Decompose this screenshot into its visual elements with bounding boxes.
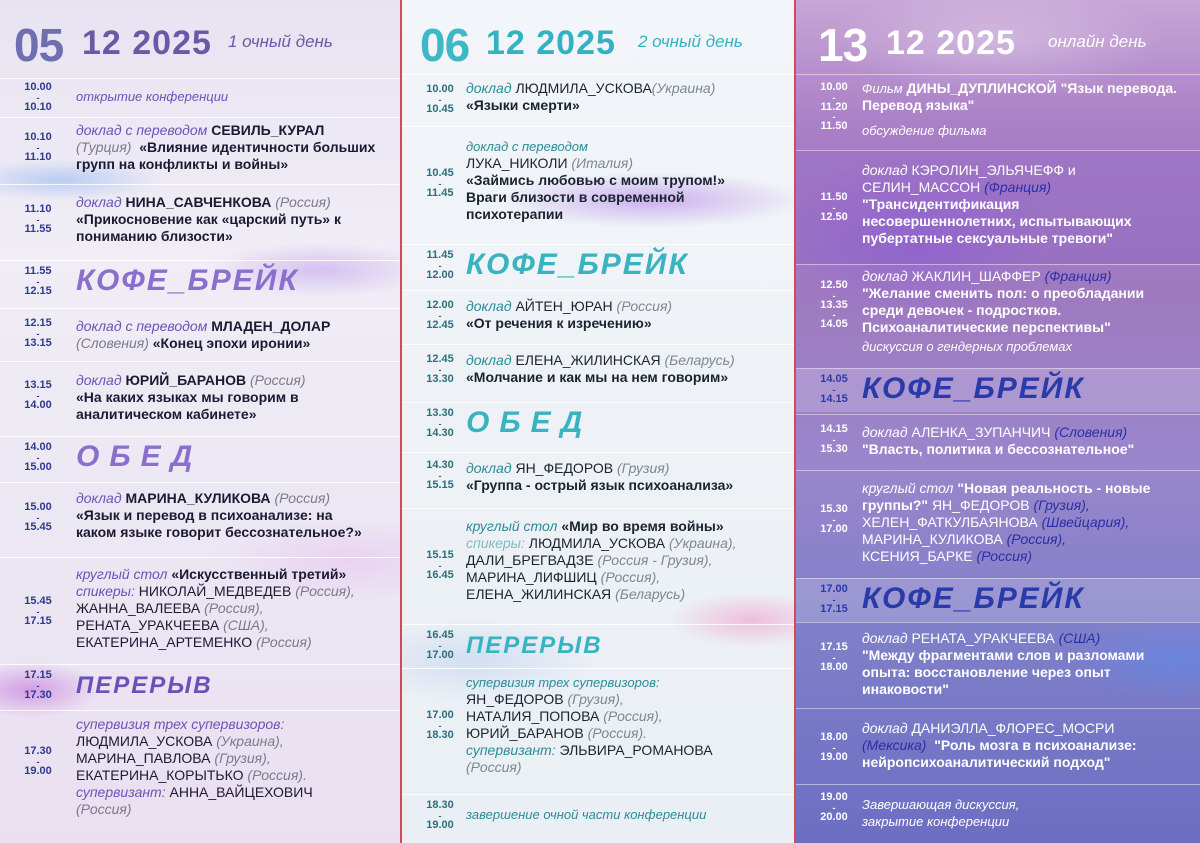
day1-column: 05 12 2025 1 очный день 10.00 - 10.10 открытие конференции 10.10 - 11.10 доклад с переводом СЕВИЛЬ_КУРАЛ (Турция) «Влияние идентичности больших групп на конфликты и войны» 11.10 - 11.55 доклад НИНА_САВЧЕНКОВА (Россия) «Прикосновение как «царский путь» к пониманию близости» 11.55 - 12.15 КОФЕ_БРЕЙК 12.15 - 13.15 доклад с переводом МЛАДЕН_ДОЛАР (Словения) «Конец эпохи иронии» 13.15 - 14.00 доклад ЮРИЙ_БАРАНОВ (Россия) «На каких языках мы говорим в аналитическом кабинете» 14.00 - 15.00 ОБЕД 15.00 - 15.45 доклад МАРИНА_КУЛИКОВА (Россия) «Язык и перевод в психоанализе: на каком языке говорит бессознательное?» 15.45 - 17.15 круглый стол «Искусственный третий» спикеры: НИКОЛАЙ_МЕДВЕДЕВ (Россия), ЖАННА_ВАЛЕЕВА (Россия), РЕНАТА_УРАКЧЕЕВА (США), ЕКАТЕРИНА_АРТЕМЕНКО (Россия) 17.15 - 17.30 ПЕРЕРЫВ 17.30 - 19.00 супервизия трех супервизоров: ЛЮДМИЛА_УСКОВА (Украина), МАРИНА_ПАВЛОВА (Грузия), ЕКАТЕРИНА_КОРЫТЬКО (Россия). супервизант: АННА_ВАЙЦЕХОВИЧ (Россия)	[0, 0, 400, 843]
day1-label: 1 очный день	[228, 32, 333, 51]
day2-column: 06 12 2025 2 очный день 10.00 - 10.45 доклад ЛЮДМИЛА_УСКОВА(Украина) «Языки смерти» 10.45 - 11.45 доклад с переводом ЛУКА_НИКОЛИ (Италия) «Займись любовью с моим трупом!» Враги близости в современной психотерапии 11.45 - 12.00 КОФЕ_БРЕЙК 12.00 - 12.45 доклад АЙТЕН_ЮРАН (Россия) «От речения к изречению» 12.45 - 13.30 доклад ЕЛЕНА_ЖИЛИНСКАЯ (Беларусь) «Молчание и как мы на нем говорим» 13.30 - 14.30 ОБЕД 14.30 - 15.15 доклад ЯН_ФЕДОРОВ (Грузия) «Группа - острый язык психоанализа» 15.15 - 16.45 круглый стол «Мир во время войны» спикеры: ЛЮДМИЛА_УСКОВА (Украина), ДАЛИ_БРЕГВАДЗЕ (Россия - Грузия), МАРИНА_ЛИФШИЦ (Россия), ЕЛЕНА_ЖИЛИНСКАЯ (Беларусь) 16.45 - 17.00 ПЕРЕРЫВ 17.00 - 18.30 супервизия трех супервизоров: ЯН_ФЕДОРОВ (Грузия), НАТАЛИЯ_ПОПОВА (Россия), ЮРИЙ_БАРАНОВ (Россия). супервизант: ЭЛЬВИРА_РОМАНОВА (Россия) 18.30 - 19.00 завершение очной части конференции	[400, 0, 796, 843]
day2-header	[402, 14, 794, 71]
day2-date-rest: 12 2025	[486, 24, 616, 62]
day3-column: 13 12 2025 онлайн день 10.00 - 11.20 - 11.50 Фильм ДИНЫ_ДУПЛИНСКОЙ "Язык перевода. Перевод языка" обсуждение фильма 11.50 - 12.50 доклад КЭРОЛИН_ЭЛЬЯЧЕФФ и СЕЛИН_МАССОН (Франция) "Трансидентификация несовершеннолетних, испытывающих пубертатные сексуальные тревоги" 12.50 - 13.35 - 14.05 доклад ЖАКЛИН_ШАФФЕР (Франция) "Желание сменить пол: о преобладании среди девочек - подростков. Психоаналитические перспективы" дискуссия о гендерных проблемах 14.05 - 14.15 КОФЕ_БРЕЙК 14.15 - 15.30 доклад АЛЕНКА_ЗУПАНЧИЧ (Словения) "Власть, политика и бессознательное" 15.30 - 17.00 круглый стол "Новая реальность - новые группы?" ЯН_ФЕДОРОВ (Грузия), ХЕЛЕН_ФАТКУЛБАЯНОВА (Швейцария), МАРИНА_КУЛИКОВА (Россия), КСЕНИЯ_БАРКЕ (Россия) 17.00 - 17.15 КОФЕ_БРЕЙК 17.15 - 18.00 доклад РЕНАТА_УРАКЧЕЕВА (США) "Между фрагментами слов и разломами опыта: восстановление через опыт инаковости" 18.00 - 19.00 доклад ДАНИЭЛЛА_ФЛОРЕС_МОСРИ (Мексика) "Роль мозга в психоанализе: нейропсихоаналитический подход" 19.00 - 20.00 Завершающая дискуссия, закрытие конференции	[796, 0, 1200, 843]
day3-date-rest: 12 2025	[886, 24, 1016, 62]
day1-header	[0, 14, 400, 71]
day2-label: 2 очный день	[638, 32, 743, 51]
day3-header	[796, 14, 1200, 71]
day1-date-rest: 12 2025	[82, 24, 212, 62]
day1-date-day: 05	[14, 19, 64, 71]
day2-date-day: 06	[420, 19, 470, 71]
day3-label: онлайн день	[1048, 32, 1147, 51]
day3-date-day: 13	[818, 19, 868, 71]
